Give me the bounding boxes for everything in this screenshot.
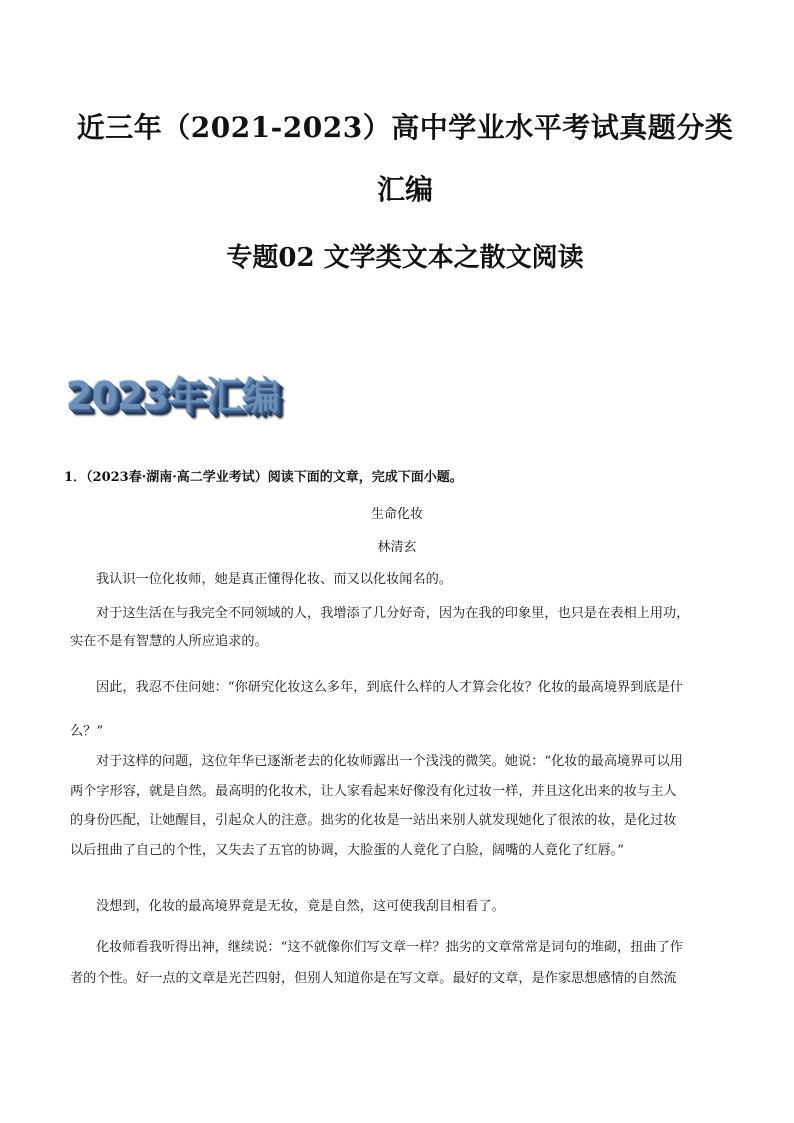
paragraph-line: 因此，我忍不住问她：“你研究化妆这么多年，到底什么样的人才算会化妆？化妆的最高境界到底是什 [96,680,683,695]
paragraph-line: 实在不是有智慧的人所应追求的。 [70,634,268,649]
paragraph-6 [70,932,724,994]
question-instruction: 1．（2023春·湖南·高二学业考试）阅读下面的文章，完成下面小题。 [64,470,463,485]
essay-author: 林清玄 [377,540,417,555]
paragraph-5 [70,897,724,917]
paragraph-line: 对于这生活在与我完全不同领域的人，我增添了几分好奇，因为在我的印象里，也只是在表相上用功， [96,606,690,621]
section-banner: 2023年汇编 [66,374,279,418]
essay-title: 生命化妆 [370,507,423,522]
paragraph-line: 者的个性。好一点的文章是光芒四射，但别人知道你是在写文章。最好的文章，是作家思想感情的自然流 [70,971,677,986]
paragraph-line: 对于这样的问题，这位年华已逐渐老去的化妆师露出一个浅浅的微笑。她说：“化妆的最高境界可以用 [96,754,683,769]
paragraph-line: 的身份匹配，让她醒目，引起众人的注意。拙劣的化妆是一站出来别人就发现她化了很浓的妆，是化过妆 [70,813,677,828]
paragraph-line: 两个字形容，就是自然。最高明的化妆术，让人家看起来好像没有化过妆一样，并且这化出来的妆与主人 [70,783,677,799]
paragraph-2 [70,600,724,656]
paragraph-line: 化妆师看我听得出神，继续说：“这不就像你们写文章一样？拙劣的文章常常是词句的堆砌，扭曲了作 [96,940,683,955]
paragraph-1 [70,570,724,590]
paragraph-line: 没想到，化妆的最高境界竟是无妆，竟是自然，这可使我刮目相看了。 [96,899,505,914]
paragraph-4 [70,747,724,865]
document-title-line1: 近三年（2021-2023）高中学业水平考试真题分类 [76,111,734,144]
paragraph-line: 我认识一位化妆师，她是真正懂得化妆、而又以化妆闻名的。 [96,572,453,587]
document-subtitle: 专题02 文学类文本之散文阅读 [226,243,584,273]
paragraph-line: 以后扭曲了自己的个性，又失去了五官的协调，大脸蛋的人竟化了白脸，阔嘴的人竟化了红唇。” [70,842,625,858]
document-title-line2: 汇编 [376,173,433,206]
paragraph-line: 么？” [70,724,104,739]
paragraph-3 [70,666,724,754]
